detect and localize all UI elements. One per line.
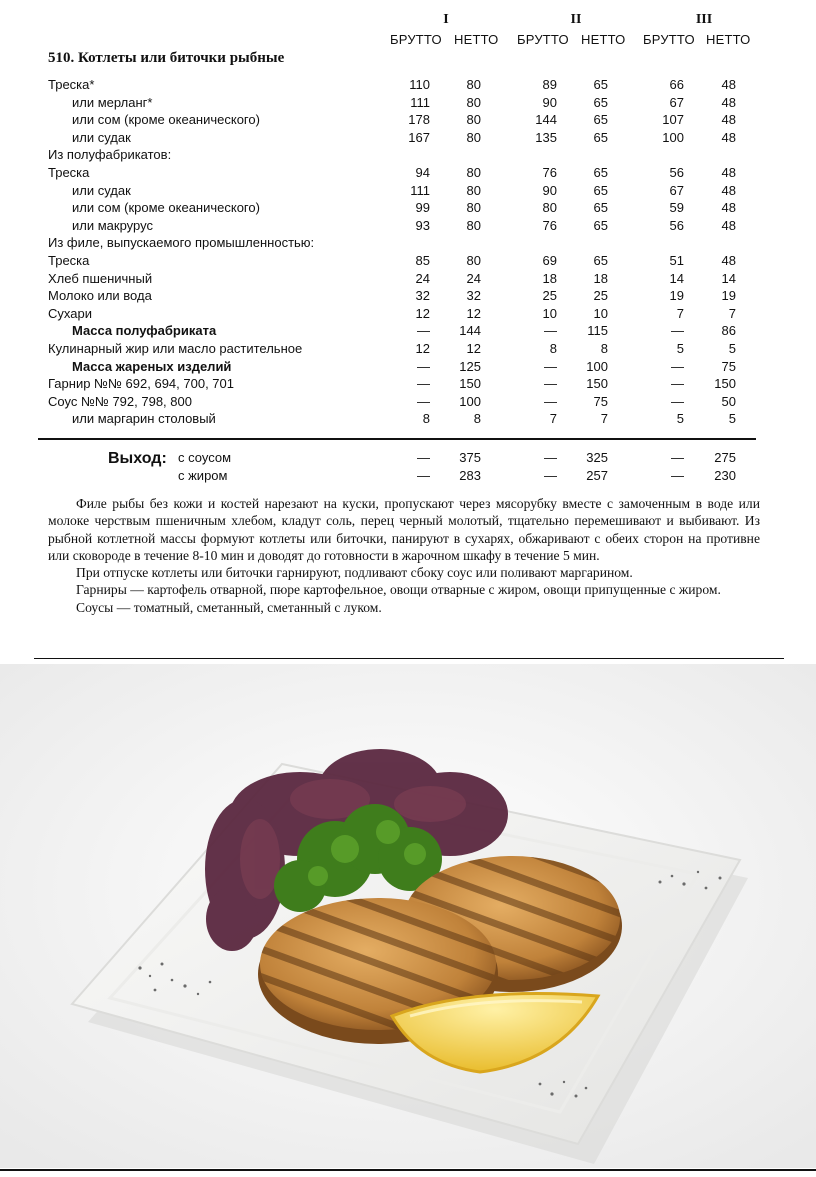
output-row [0,450,816,468]
ingredient-name: Кулинарный жир или масло растительное [48,340,303,356]
brutto-value-2: 76 [542,164,557,180]
brutto-value-2: 80 [542,200,557,216]
netto-value-2: 10 [593,305,608,321]
brutto-value-1: 94 [415,164,430,180]
table-row [0,411,816,429]
brutto-value-3: 67 [669,94,684,110]
brutto-value-3: 5 [676,411,684,427]
netto-value-3: 48 [721,252,736,268]
netto-value-2: 65 [593,112,608,128]
ingredient-name: Молоко или вода [48,288,152,304]
brutto-value-3: — [671,393,684,409]
netto-value-1: 80 [466,129,481,145]
output-variant: с жиром [178,467,228,483]
netto-value-1: 80 [466,112,481,128]
ingredient-name: Масса полуфабриката [72,323,217,339]
ingredient-name: Сухари [48,305,92,321]
brutto-value-2: — [544,323,557,339]
section-divider [34,658,784,659]
brutto-value-1: 178 [408,112,430,128]
brutto-value-2: 10 [542,305,557,321]
brutto-value-1: 111 [410,182,430,198]
brutto-value-2: 90 [542,94,557,110]
ingredient-name: или судак [72,182,131,198]
preparation-text [48,495,760,616]
netto-value-2: 7 [600,411,608,427]
brutto-value-1: 111 [410,94,430,110]
brutto-value-1: 85 [415,252,430,268]
table-row [0,341,816,359]
preparation-paragraph: При отпуске котлеты или биточки гарнируют, подливают сбоку соус или поливают маргарином. [76,565,633,581]
netto-value-3: 48 [721,182,736,198]
brutto-output-3: — [671,450,684,465]
netto-value-3: 19 [721,288,736,304]
ingredient-name: или макрурус [72,217,153,233]
brutto-value-2: 90 [542,182,557,198]
table-row [0,147,816,165]
table-row [0,112,816,130]
netto-value-1: 80 [466,77,481,92]
table-row [0,95,816,113]
ingredient-name: Треска* [48,77,95,92]
netto-value-1: 24 [466,270,481,286]
column-roman-3: III [695,12,713,27]
brutto-value-3: 66 [669,77,684,92]
table-row [0,130,816,148]
netto-value-2: 65 [593,252,608,268]
column-brutto-3: БРУТТО [643,32,695,47]
brutto-value-3: — [671,358,684,374]
netto-value-1: 80 [466,94,481,110]
preparation-paragraph: Гарниры — картофель отварной, пюре картофельное, овощи отварные с жиром, овощи припущенные с жиром. [76,582,721,598]
brutto-value-3: 56 [669,164,684,180]
brutto-value-1: — [417,376,430,392]
netto-value-3: 48 [721,129,736,145]
brutto-value-1: 99 [415,200,430,216]
netto-value-2: 65 [593,94,608,110]
netto-value-3: 7 [728,305,736,321]
netto-value-3: 48 [721,112,736,128]
netto-value-2: 25 [593,288,608,304]
column-brutto-2: БРУТТО [517,32,569,47]
brutto-value-1: 12 [415,305,430,321]
ingredient-name: Из филе, выпускаемого промышленностью: [48,235,315,251]
bottom-rule [0,1169,816,1171]
netto-value-2: 75 [593,393,608,409]
brutto-value-2: 135 [535,129,557,145]
output-variant: с соусом [178,450,232,465]
netto-value-1: 100 [459,393,481,409]
table-row [0,359,816,377]
brutto-value-2: 25 [542,288,557,304]
column-netto-2: НЕТТО [581,32,626,47]
brutto-output-3: — [671,467,684,483]
ingredient-name: Гарнир №№ 692, 694, 700, 701 [48,376,234,392]
brutto-value-3: 56 [669,217,684,233]
brutto-value-3: 19 [669,288,684,304]
ingredient-name: Из полуфабрикатов: [48,147,172,163]
netto-value-2: 150 [586,376,608,392]
brutto-value-1: 24 [415,270,430,286]
netto-output-2: 325 [586,450,608,465]
brutto-value-1: 110 [409,77,430,92]
ingredient-table [0,77,816,429]
table-divider [38,438,756,440]
ingredient-name: или сом (кроме океанического) [72,200,260,216]
table-row [0,394,816,412]
brutto-value-1: 32 [415,288,430,304]
netto-value-3: 5 [728,411,736,427]
netto-value-3: 75 [721,358,736,374]
netto-value-1: 80 [466,217,481,233]
netto-value-3: 48 [721,200,736,216]
table-row [0,200,816,218]
ingredient-name: или судак [72,129,131,145]
brutto-value-2: 7 [549,411,557,427]
preparation-paragraph: Соусы — томатный, сметанный, сметанный с луком. [76,599,382,615]
brutto-value-2: 144 [535,112,557,128]
brutto-value-3: 5 [676,340,684,356]
ingredient-name: или маргарин столовый [72,411,216,427]
brutto-value-1: — [417,358,430,374]
table-row [0,235,816,253]
netto-value-2: 100 [586,358,608,374]
table-row [0,77,816,95]
netto-value-1: 12 [466,305,481,321]
ingredient-name: Соус №№ 792, 798, 800 [48,393,192,409]
netto-value-1: 80 [466,164,481,180]
brutto-value-2: 89 [542,77,557,92]
netto-value-3: 86 [721,323,736,339]
column-brutto-1: БРУТТО [390,32,442,47]
netto-output-1: 375 [459,450,481,465]
netto-value-2: 65 [593,129,608,145]
brutto-value-2: 18 [542,270,557,286]
preparation-paragraph: Филе рыбы без кожи и костей нарезают на куски, пропускают через мясорубку вместе с замоченным в воде или молоке черствым пшеничным хлебом, кладут соль, перец черный молотый, тщательно перемешивают и выбивают. Из рыбной котлетной массы формуют котлеты или биточки, панируют в сухарях, обжаривают с обеих сторон на противне или сковороде в течение 8-10 мин и доводят до готовности в жарочном шкафу в течение 5 мин. [48,496,760,563]
netto-value-2: 65 [593,164,608,180]
brutto-value-3: 100 [662,129,684,145]
brutto-value-2: — [544,393,557,409]
netto-value-2: 65 [593,200,608,216]
ingredient-name: Хлеб пшеничный [48,270,153,286]
output-section [0,450,816,485]
netto-value-2: 18 [593,270,608,286]
ingredient-name: Треска [48,164,90,180]
netto-value-1: 150 [459,376,481,392]
brutto-value-1: — [417,393,430,409]
table-row [0,218,816,236]
fish-cutlets-image [0,664,816,1168]
column-netto-1: НЕТТО [454,32,499,47]
netto-output-2: 257 [586,467,608,483]
brutto-value-2: — [544,358,557,374]
brutto-value-2: — [544,376,557,392]
table-row [0,271,816,289]
netto-value-1: 80 [466,182,481,198]
column-netto-3: НЕТТО [706,32,751,47]
table-row [0,376,816,394]
netto-value-2: 8 [600,340,608,356]
table-row [0,288,816,306]
netto-value-1: 32 [466,288,481,304]
brutto-output-2: — [544,450,557,465]
brutto-output-2: — [544,467,557,483]
brutto-value-3: 107 [662,112,684,128]
netto-value-3: 50 [721,393,736,409]
ingredient-name: Треска [48,252,90,268]
output-label: Выход: [108,450,167,467]
brutto-value-2: 8 [549,340,557,356]
netto-value-1: 125 [459,358,481,374]
brutto-value-3: 67 [669,182,684,198]
dish-photo [0,664,816,1168]
netto-value-1: 80 [466,200,481,216]
netto-value-2: 115 [587,323,608,339]
brutto-value-1: 12 [415,340,430,356]
netto-value-2: 65 [593,217,608,233]
netto-value-3: 150 [714,376,736,392]
netto-value-2: 65 [593,182,608,198]
netto-value-3: 48 [721,77,736,92]
netto-value-2: 65 [593,77,608,92]
netto-value-1: 12 [466,340,481,356]
netto-value-1: 80 [466,252,481,268]
netto-output-1: 283 [459,467,481,483]
netto-output-3: 275 [714,450,736,465]
brutto-value-1: 93 [415,217,430,233]
netto-value-3: 14 [721,270,736,286]
table-row [0,306,816,324]
netto-value-1: 144 [459,323,481,339]
recipe-title: 510. Котлеты или биточки рыбные [48,50,285,66]
brutto-value-1: 167 [408,129,430,145]
brutto-value-2: 69 [542,252,557,268]
ingredient-name: Масса жареных изделий [72,358,232,374]
brutto-output-1: — [417,467,430,483]
brutto-value-1: 8 [422,411,430,427]
table-row [0,165,816,183]
table-row [0,323,816,341]
brutto-value-3: — [671,323,684,339]
brutto-value-2: 76 [542,217,557,233]
netto-value-3: 5 [728,340,736,356]
netto-value-3: 48 [721,94,736,110]
table-row [0,253,816,271]
output-row [0,468,816,486]
netto-value-3: 48 [721,164,736,180]
brutto-value-3: 14 [669,270,684,286]
brutto-value-3: 59 [669,200,684,216]
netto-value-3: 48 [721,217,736,233]
netto-value-1: 8 [473,411,481,427]
table-row [0,183,816,201]
ingredient-name: или сом (кроме океанического) [72,112,260,128]
column-roman-2: II [570,12,582,27]
brutto-value-3: 7 [676,305,684,321]
brutto-value-1: — [417,323,430,339]
brutto-output-1: — [417,450,430,465]
column-roman-1: I [443,12,449,27]
brutto-value-3: — [671,376,684,392]
netto-output-3: 230 [714,467,736,483]
ingredient-name: или мерланг* [72,94,153,110]
brutto-value-3: 51 [669,252,684,268]
